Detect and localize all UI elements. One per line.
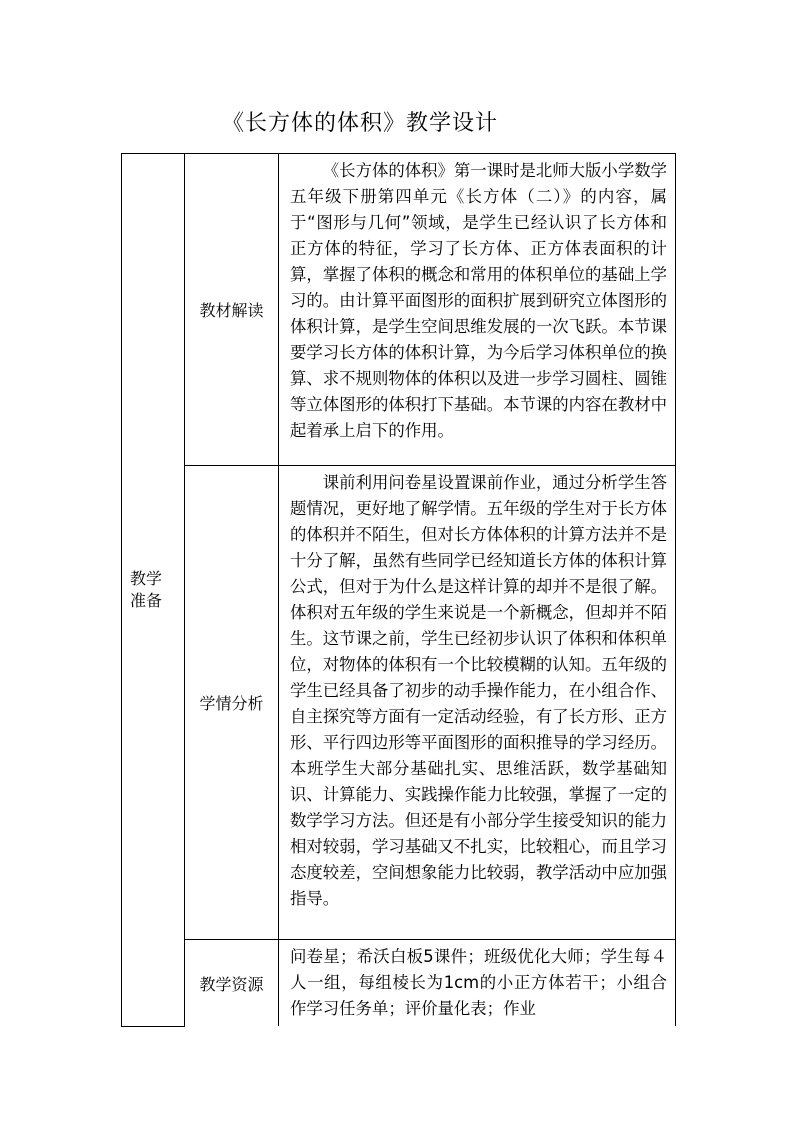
table-row <box>122 466 676 940</box>
row-label-resources <box>185 940 279 1027</box>
row-content-text: 《长方体的体积》第一课时是北师大版小学数学五年级下册第四单元《长方体（二）》的内容，属于“图形与几何”领域，是学生已经认识了长方体和正方体的特征，学习了长方体、正方体表面积的计算，掌握了体积的概念和常用的体积单位的基础上学习的。由计算平面图形的面积扩展到研究立体图形的体积计算，是学生空间思维发展的一次飞跃。本节课要学习长方体的体积计算，为今后学习体积单位的换算、求不规则物体的体积以及进一步学习圆柱、圆锥等立体图形的体积打下基础。本节课的内容在教材中起着承上启下的作用。 <box>290 161 667 440</box>
row-label: 学情分析 <box>199 694 264 713</box>
row-content-resources <box>279 940 676 1027</box>
row-label: 教材解读 <box>199 301 264 320</box>
row-content-learner-analysis <box>279 466 676 940</box>
document-title: 《长方体的体积》教学设计 <box>221 111 498 136</box>
row-content-text: 问卷星；希沃白板5课件；班级优化大师；学生每４人一组，每组棱长为1cm的小正方体若干；小组合作学习任务单；评价量化表；作业 <box>290 947 667 1018</box>
lesson-plan-table <box>121 153 676 1027</box>
row-content-textbook <box>279 154 676 466</box>
row-label-textbook <box>185 154 279 466</box>
row-content-text: 课前利用问卷星设置课前作业，通过分析学生答题情况，更好地了解学情。五年级的学生对于长方体的体积并不陌生，但对长方体体积的计算方法并不是十分了解，虽然有些同学已经知道长方体的体积计算公式，但对于为什么是这样计算的却并不是很了解。体积对五年级的学生来说是一个新概念，但却并不陌生。这节课之前，学生已经初步认识了体积和体积单位，对物体的体积有一个比较模糊的认知。五年级的学生已经具备了初步的动手操作能力，在小组合作、自主探究等方面有一定活动经验，有了长方形、正方形、平行四边形等平面图形的面积推导的学习经历。本班学生大部分基础扎实、思维活跃，数学基础知识、计算能力、实践操作能力比较强，掌握了一定的数学学习方法。但还是有小部分学生接受知识的能力相对较弱，学习基础又不扎实，比较粗心，而且学习态度较差，空间想象能力比较弱，教学活动中应加强指导。 <box>290 473 667 908</box>
table-row <box>122 154 676 466</box>
section-label: 教学 准备 <box>130 568 163 610</box>
row-label: 教学资源 <box>199 974 264 994</box>
section-label-cell <box>122 154 185 1027</box>
table-row <box>122 940 676 1027</box>
row-label-learner-analysis <box>185 466 279 940</box>
